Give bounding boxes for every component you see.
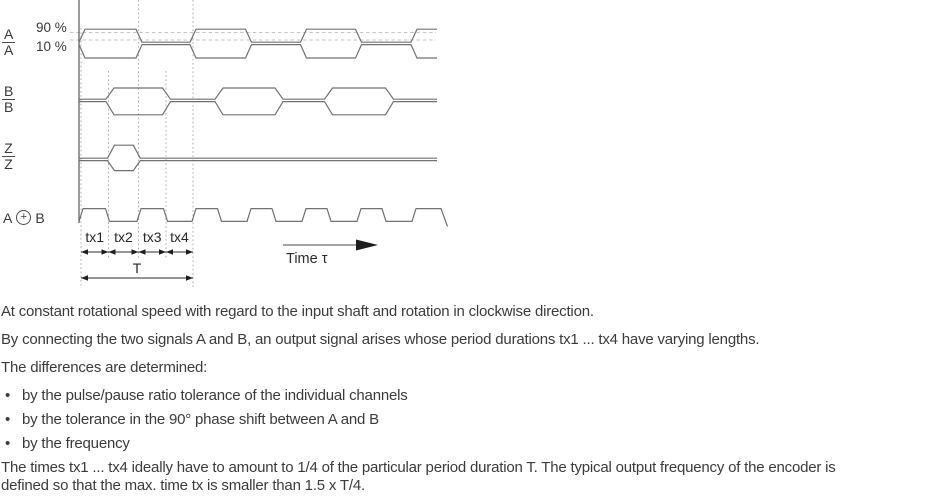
- time-axis-label: Time τ: [286, 250, 328, 267]
- bullet-text: by the pulse/pause ratio tolerance of the individual channels: [22, 387, 408, 404]
- ref-label-10pct: 10 %: [36, 38, 67, 54]
- signal-B: B: [4, 82, 14, 99]
- ref-label-90pct: 90 %: [36, 19, 67, 35]
- signal-B-inverted: B: [4, 98, 14, 115]
- bullet-text: by the frequency: [22, 435, 130, 452]
- paragraph-differences: The differences are determined:: [1, 359, 208, 376]
- bullet-list: [1, 387, 939, 453]
- bullet-icon: •: [5, 387, 11, 404]
- dim-label-tx3: tx3: [142, 229, 162, 245]
- dim-label-tx2: tx2: [114, 229, 133, 245]
- xor-label-plus: +: [20, 211, 28, 223]
- signal-A-inverted: A: [4, 42, 14, 58]
- signal-Z-inverted: Z: [2, 156, 15, 171]
- bullet-text: by the tolerance in the 90° phase shift between A and B: [22, 411, 379, 428]
- dim-label-tx4: tx4: [170, 229, 189, 245]
- paragraph-times-line2: defined so that the max. time tx is smaller than 1.5 x T/4.: [1, 477, 365, 494]
- bullet-item: [1, 387, 939, 405]
- timing-diagram: [0, 0, 470, 296]
- signal-A: A: [4, 26, 14, 42]
- xor-plus-circle-icon: [16, 210, 31, 225]
- signal-label-B: [2, 82, 15, 115]
- signal-label-A-xor-B: [3, 210, 45, 225]
- dim-label-T: T: [132, 260, 142, 276]
- signal-Z: Z: [4, 140, 13, 156]
- bullet-item: [1, 435, 939, 453]
- paragraph-connecting-signals: By connecting the two signals A and B, an output signal arises whose period durations tx1 ... tx4 have varying lengths.: [1, 331, 760, 348]
- signal-label-A: [2, 28, 15, 57]
- dim-label-tx1: tx1: [85, 229, 105, 245]
- paragraph-constant-speed: At constant rotational speed with regard to the input shaft and rotation in clockwise direction.: [1, 303, 594, 320]
- bullet-icon: •: [5, 411, 11, 428]
- bullet-icon: •: [5, 435, 11, 452]
- bullet-item: [1, 411, 939, 429]
- xor-label-b: B: [35, 209, 45, 226]
- description-text: [1, 303, 939, 495]
- xor-label-a: A: [3, 209, 13, 226]
- paragraph-times-line1: The times tx1 ... tx4 ideally have to amount to 1/4 of the particular period duration T. The typical output frequency of the encoder is: [1, 459, 836, 476]
- signal-label-Z: [2, 142, 15, 171]
